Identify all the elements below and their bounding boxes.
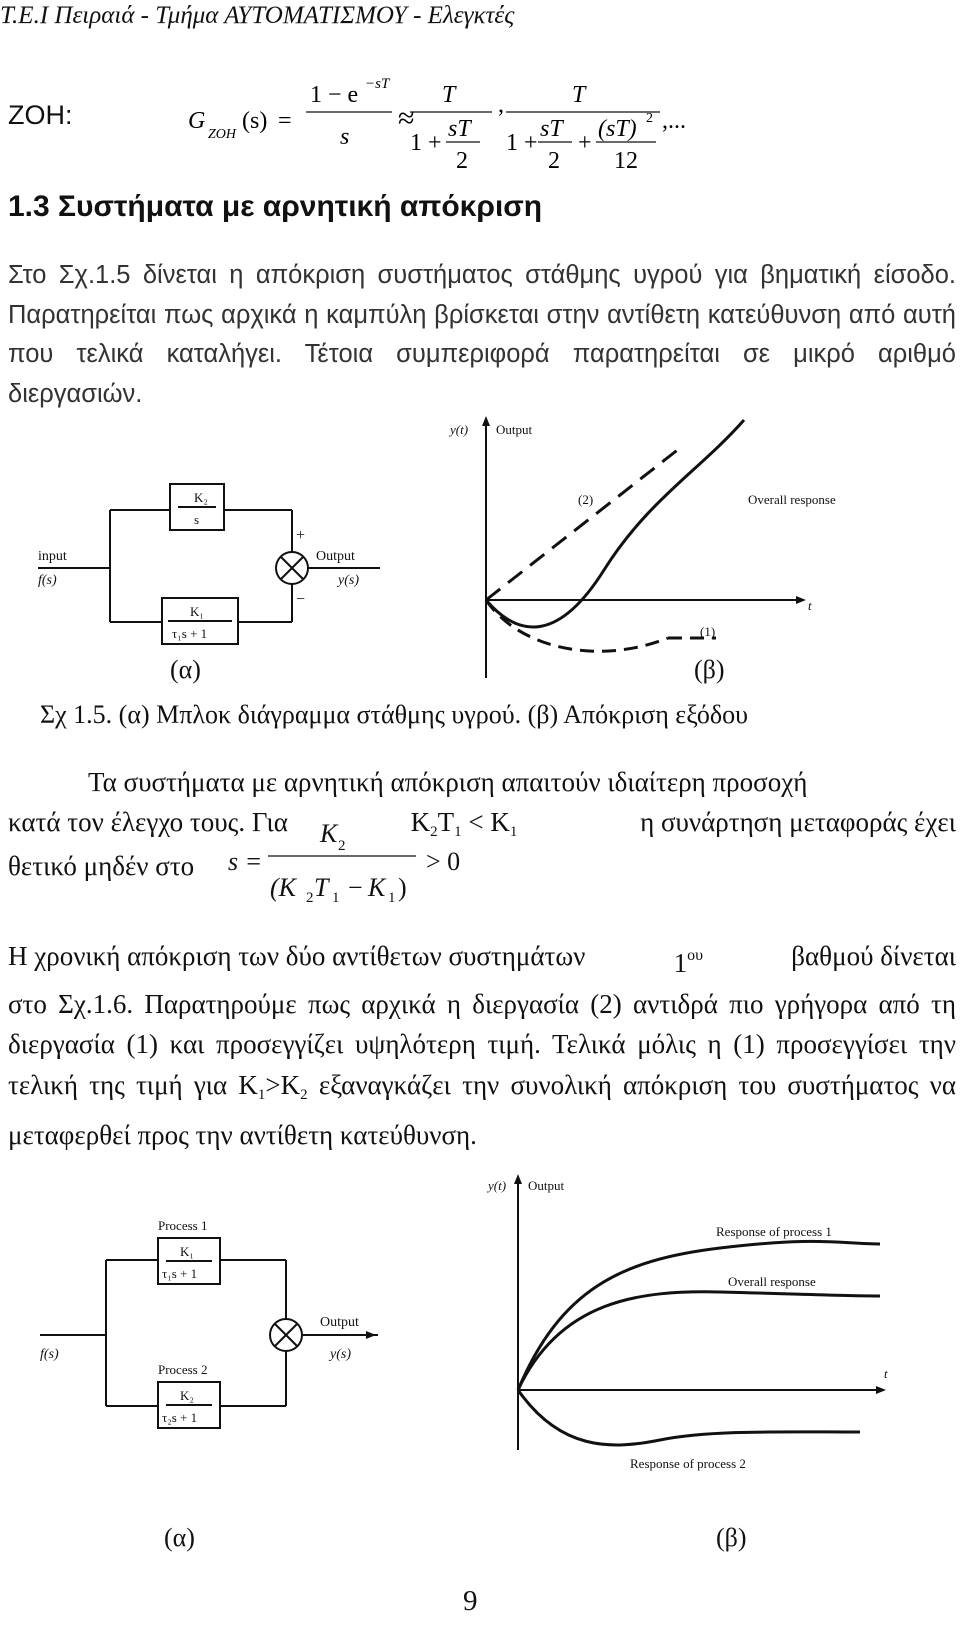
p3-k1-sub: 1 — [257, 1086, 266, 1103]
overall-label: Overall response — [728, 1274, 816, 1289]
zf-s: s = — [228, 847, 263, 876]
zoh-s-arg: (s) — [242, 108, 268, 134]
fig1-label-b: (β) — [694, 655, 725, 684]
resp-1-label: Response of process 1 — [716, 1224, 832, 1239]
zoh-f3-den-a: 1 + — [506, 130, 538, 156]
zf-gt: > 0 — [426, 847, 461, 876]
paragraph-2-line-2-post: η συνάρτηση μεταφοράς έχει — [640, 807, 956, 837]
paragraph-3 — [8, 936, 956, 1156]
process-1-label: Process 1 — [158, 1218, 208, 1233]
curve-overall — [486, 420, 744, 627]
block-top-num: K₂ — [194, 490, 208, 505]
zf-den-sub2: 2 — [306, 890, 314, 904]
zf-den: (K — [270, 873, 296, 902]
page-number: 9 — [463, 1585, 478, 1617]
response-process-1 — [518, 1241, 880, 1390]
zero-formula — [220, 808, 490, 904]
zf-num-sub: 2 — [338, 838, 346, 854]
curve-2-label: (2) — [578, 492, 594, 507]
zf-den-close: ) — [398, 873, 407, 902]
zero-text: θετικό μηδέν στο — [8, 851, 195, 881]
p3-k1: K — [238, 1069, 258, 1100]
zoh-num1-sup: −sT — [365, 76, 390, 92]
zoh-f3-den-c-num: (sT) — [598, 116, 637, 142]
zoh-eq: = — [278, 108, 292, 134]
curve-1-label: (1) — [700, 624, 716, 639]
figure-1-6 — [0, 1150, 960, 1580]
fig2-t-label: t — [884, 1366, 888, 1381]
output-signal: y(s) — [338, 573, 359, 588]
zoh-g: G — [188, 108, 206, 134]
block-2-den: τ₂s + 1 — [162, 1410, 198, 1425]
figure-1-5-caption: Σχ 1.5. (α) Μπλοκ διάγραμμα στάθμης υγρού. (β) Απόκριση εξόδου — [40, 700, 748, 729]
block-top-den: s — [194, 512, 200, 527]
p3-gt: > — [265, 1069, 281, 1100]
minus-sign: − — [296, 591, 306, 608]
zoh-num1: 1 − e — [310, 82, 359, 108]
zoh-f3-num: T — [572, 82, 586, 108]
plus-sign: + — [296, 527, 306, 544]
input-signal: f(s) — [38, 573, 57, 588]
zoh-f2-den-frac-den: 2 — [456, 148, 468, 174]
zoh-label: ZOH: — [8, 100, 73, 130]
zoh-den1: s — [340, 124, 350, 150]
p3-rest: στο Σχ.1.6. Παρατηρούμε πως αρχικά η διεργασία (2) αντιδρά πιο γρήγορα από τη διεργασία (1) και προσεγγίζει υψηλότερη τιμή. Τελικά μόλις η (1) προσεγγίσει την τελική της τιμή για — [8, 988, 956, 1100]
fig2-plot-ylabel: y(t) — [488, 1178, 507, 1193]
response-process-2 — [518, 1390, 860, 1445]
fig2-input-signal: f(s) — [40, 1347, 59, 1362]
cond-t1-sub: 1 — [454, 824, 462, 840]
zf-den-k1: K — [368, 873, 386, 902]
paragraph-2-line-1: Τα συστήματα με αρνητική απόκριση απαιτούν ιδιαίτερη προσοχή — [88, 767, 808, 797]
block-1-num: K₁ — [180, 1244, 194, 1259]
curve-2 — [486, 448, 680, 600]
zoh-f3-den-b-den: 2 — [548, 148, 560, 174]
cond-k2-sub: 2 — [430, 824, 438, 840]
curve-1 — [486, 600, 668, 651]
cond-t1: T — [437, 807, 455, 837]
zoh-f2-den-frac-num: sT — [448, 116, 471, 142]
cond-k1-sub: 1 — [509, 824, 518, 840]
zoh-tail: ,... — [662, 108, 686, 134]
cond-lt: < — [468, 807, 484, 837]
t-axis-label: t — [808, 598, 812, 613]
paragraph-3-line-1 — [8, 936, 956, 984]
p3-l1-pre: Η χρονική απόκριση των δύο αντίθετων συστημάτων — [8, 941, 586, 971]
process-2-label: Process 2 — [158, 1362, 208, 1377]
cond-k2: K — [410, 807, 431, 837]
p3-ordinal-num: 1 — [673, 948, 688, 978]
plot-output-label: Output — [496, 422, 533, 437]
p3-rest2: εξαναγκάζει την συνολική απόκριση του συστήματος να μεταφερθεί προς την αντίθετη κατεύθυνση. — [8, 1069, 957, 1150]
zoh-comma1: , — [498, 92, 504, 118]
zoh-approx: ≈ — [398, 102, 415, 135]
output-label: Output — [316, 549, 355, 564]
fig2-label-a: (α) — [164, 1523, 195, 1552]
zoh-formula — [180, 72, 700, 190]
block-bot-num: K₁ — [190, 604, 204, 619]
zoh-f3-den-c-den: 12 — [614, 148, 638, 174]
fig1-label-a: (α) — [170, 655, 201, 684]
p3-l1-post: βαθμού δίνεται — [791, 941, 956, 971]
zf-den-minus: − — [348, 873, 363, 902]
zoh-f3-den-b-num: sT — [540, 116, 563, 142]
fig2-output-signal: y(s) — [330, 1347, 351, 1362]
resp-2-label: Response of process 2 — [630, 1456, 746, 1471]
zoh-f2-num: T — [442, 82, 456, 108]
figure-1-5 — [0, 410, 960, 740]
p3-ordinal-sup: ου — [687, 947, 704, 964]
overall-response-label: Overall response — [748, 492, 836, 507]
paragraph-3-body — [8, 984, 956, 1156]
zoh-f3-den-c-sup: 2 — [646, 111, 653, 126]
zoh-g-sub: ZOH — [208, 127, 237, 142]
zf-den-sub1b: 1 — [388, 890, 396, 904]
zf-den-t: T — [314, 873, 329, 902]
zf-num: K — [320, 819, 338, 848]
plot-ylabel: y(t) — [450, 422, 469, 437]
block-2-num: K₂ — [180, 1388, 194, 1403]
zoh-plus: + — [578, 130, 592, 156]
input-label: input — [38, 549, 67, 564]
p3-k2-sub: 2 — [300, 1086, 308, 1103]
fig2-output-label: Output — [320, 1315, 359, 1330]
page-header: Τ.Ε.Ι Πειραιά - Τμήμα ΑΥΤΟΜΑΤΙΣΜΟΥ - Ελεγκτές — [0, 2, 515, 29]
paragraph-1: Στο Σχ.1.5 δίνεται η απόκριση συστήματος στάθμης υγρού για βηματική είσοδο. Παρατηρείται πως αρχικά η καμπύλη βρίσκεται στην αντίθετη κατεύθυνση από αυτή που τελικά καταλήγει. Τέτοια συμπεριφορά παρατηρείται σε μικρό αριθμό διεργασιών. — [8, 261, 956, 408]
block-1-den: τ₁s + 1 — [162, 1266, 198, 1281]
paragraph-2-line-2-pre: κατά τον έλεγχο τους. Για — [8, 807, 288, 837]
fig2-label-b: (β) — [716, 1523, 747, 1552]
p3-k2: K — [280, 1069, 301, 1100]
block-bot-den: τ₁s + 1 — [172, 626, 208, 641]
fig2-plot-output: Output — [528, 1178, 565, 1193]
cond-k1: K — [490, 807, 510, 837]
section-title: 1.3 Συστήματα με αρνητική απόκριση — [8, 190, 543, 223]
zf-den-sub1: 1 — [332, 890, 340, 904]
zoh-f2-den-a: 1 + — [410, 130, 442, 156]
